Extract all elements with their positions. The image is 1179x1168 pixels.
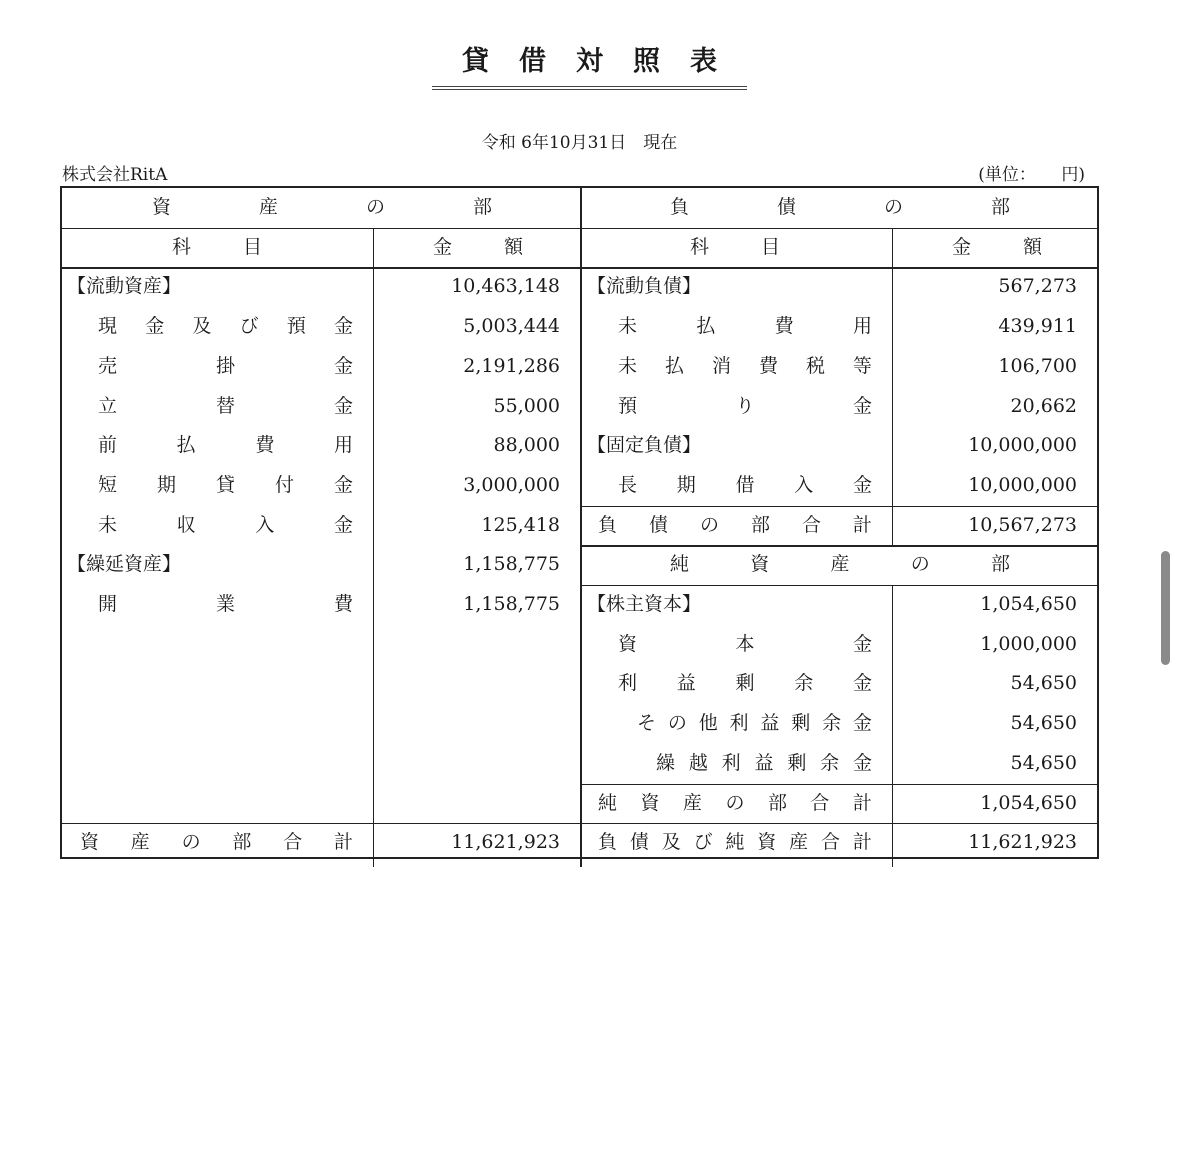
liability-row-amount: 10,000,000	[968, 434, 1077, 456]
net-assets-row-label: 【株主資本】	[587, 593, 702, 615]
net-assets-subtotal-amount: 1,054,650	[980, 792, 1077, 814]
net-assets-row-label: 利 益 剰 余 金	[618, 672, 872, 694]
net-assets-row-amount: 54,650	[1010, 752, 1077, 774]
net-assets-row-amount: 1,000,000	[980, 633, 1077, 655]
asset-row-label: 現 金 及 び 預 金	[98, 315, 353, 337]
assets-total-amount: 11,621,923	[451, 831, 560, 853]
asset-row-amount: 1,158,775	[463, 593, 560, 615]
asset-row-amount: 5,003,444	[463, 315, 560, 337]
assets-col-item-header: 科 目	[172, 236, 262, 258]
net-assets-row-label: そ の 他 利 益 剰 余 金	[637, 712, 872, 734]
balance-sheet-table	[60, 186, 1099, 859]
liability-row-label: 【流動負債】	[587, 275, 702, 297]
asset-row-label: 開 業 費	[98, 593, 353, 615]
liabilities-subtotal-label: 負 債 の 部 合 計	[598, 514, 872, 536]
net-assets-section-header: 純 資 産 の 部	[670, 553, 1010, 575]
asset-row-amount: 10,463,148	[451, 275, 560, 297]
title-area	[0, 44, 1179, 90]
net-assets-row-amount: 54,650	[1010, 672, 1077, 694]
net-assets-row-amount: 1,054,650	[980, 593, 1077, 615]
asset-row-label: 前 払 費 用	[98, 434, 353, 456]
document-title: 貸借対照表	[432, 44, 747, 90]
net-assets-row-label: 資 本 金	[618, 633, 872, 655]
liability-row-amount: 20,662	[1010, 395, 1077, 417]
net-assets-amount-divider	[892, 585, 893, 867]
assets-section-header: 資 産 の 部	[152, 196, 492, 218]
vertical-scrollbar[interactable]	[1161, 551, 1170, 665]
asset-row-amount: 1,158,775	[463, 553, 560, 575]
assets-amount-divider-bottom	[373, 823, 374, 867]
liability-row-amount: 567,273	[998, 275, 1077, 297]
grand-total-amount: 11,621,923	[968, 831, 1077, 853]
asset-row-amount: 2,191,286	[463, 355, 560, 377]
liabilities-col-item-header: 科 目	[690, 236, 780, 258]
as-of-date: 令和 6年10月31日 現在	[481, 133, 678, 153]
net-assets-subtotal-label: 純 資 産 の 部 合 計	[598, 792, 872, 814]
liability-row-label: 【固定負債】	[587, 434, 702, 456]
assets-amount-divider-top	[373, 228, 374, 825]
asset-row-label: 売 掛 金	[98, 355, 353, 377]
assets-col-amount-header: 金 額	[433, 236, 523, 258]
liabilities-amount-divider	[892, 228, 893, 545]
liability-row-amount: 106,700	[998, 355, 1077, 377]
liability-row-label: 長 期 借 入 金	[618, 474, 872, 496]
liabilities-section-header: 負 債 の 部	[670, 196, 1010, 218]
asset-row-amount: 3,000,000	[463, 474, 560, 496]
net-assets-row-amount: 54,650	[1010, 712, 1077, 734]
net-assets-row-label: 繰 越 利 益 剰 余 金	[656, 752, 872, 774]
liability-row-label: 未 払 消 費 税 等	[618, 355, 872, 377]
liability-row-label: 預 り 金	[618, 395, 872, 417]
grand-total-label: 負 債 及 び 純 資 産 合 計	[598, 831, 872, 853]
asset-row-label: 立 替 金	[98, 395, 353, 417]
liability-row-label: 未 払 費 用	[618, 315, 872, 337]
liabilities-col-amount-header: 金 額	[952, 236, 1042, 258]
liability-row-amount: 439,911	[998, 315, 1077, 337]
company-name: 株式会社RitA	[62, 165, 168, 185]
asset-row-amount: 88,000	[493, 434, 560, 456]
asset-row-amount: 125,418	[481, 514, 560, 536]
liabilities-subtotal-amount: 10,567,273	[968, 514, 1077, 536]
liability-row-amount: 10,000,000	[968, 474, 1077, 496]
asset-row-label: 短 期 貸 付 金	[98, 474, 353, 496]
assets-total-label: 資 産 の 部 合 計	[80, 831, 353, 853]
asset-row-label: 未 収 入 金	[98, 514, 353, 536]
asset-row-amount: 55,000	[493, 395, 560, 417]
asset-row-label: 【流動資産】	[67, 275, 182, 297]
unit-label: (単位： 円)	[978, 165, 1085, 185]
center-divider	[580, 188, 582, 867]
asset-row-label: 【繰延資産】	[67, 553, 182, 575]
